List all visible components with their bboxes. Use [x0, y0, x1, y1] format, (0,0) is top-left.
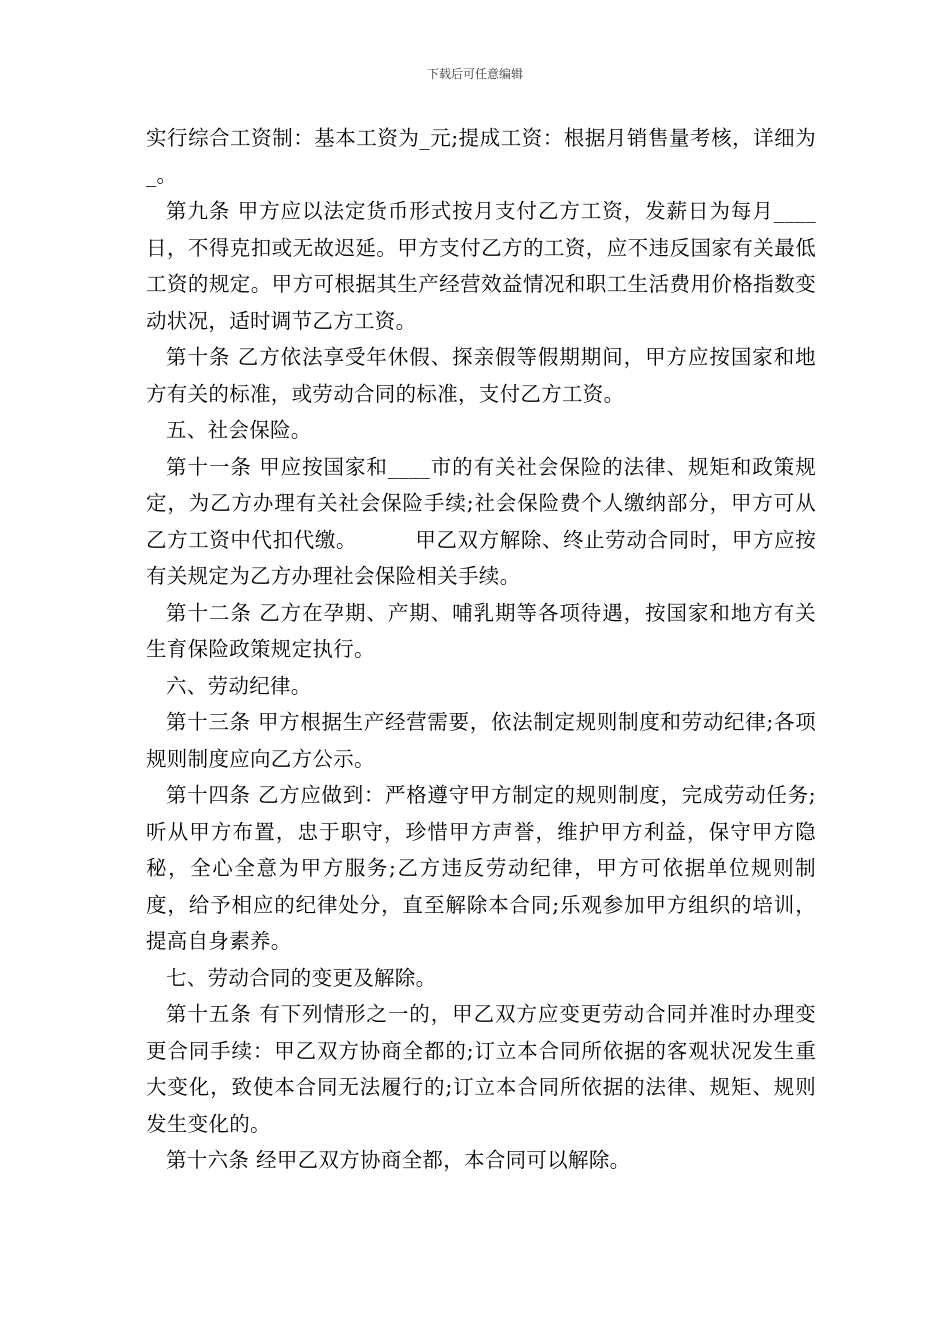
paragraph-text: 第十二条 乙方在孕期、产期、哺乳期等各项待遇，按国家和地方有关生育保险政策规定执行。 [146, 600, 816, 661]
paragraph-text: 第十四条 乙方应做到：严格遵守甲方制定的规则制度，完成劳动任务;听从甲方布置，忠于职守，珍惜甲方声誉，维护甲方利益，保守甲方隐秘，全心全意为甲方服务;乙方违反劳动纪律，甲方可依据单位规则制度，给予相应的纪律处分，直至解除本合同;乐观参加甲方组织的培训，提高自身素养。 [146, 783, 816, 953]
paragraph-text: 第十一条 甲应按国家和____市的有关社会保险的法律、规矩和政策规定，为乙方办理有关社会保险手续;社会保险费个人缴纳部分，甲方可从乙方工资中代扣代缴。 [146, 454, 816, 552]
page-header: 下载后可任意编辑 [426, 67, 523, 81]
section-heading-contract-change: 七、劳动合同的变更及解除。 [166, 965, 437, 990]
paragraph-article-9 [146, 193, 816, 339]
paragraph-article-10 [146, 339, 816, 412]
paragraph-article-16 [146, 1142, 816, 1179]
paragraph-article-14 [146, 777, 816, 960]
document-body [146, 120, 816, 1179]
paragraph-text: 第十三条 甲方根据生产经营需要，依法制定规则制度和劳动纪律;各项规则制度应向乙方公示。 [146, 710, 816, 771]
paragraph-text: 第十条 乙方依法享受年休假、探亲假等假期期间，甲方应按国家和地方有关的标准，或劳动合同的标准，支付乙方工资。 [146, 345, 816, 406]
paragraph-article-11 [146, 449, 816, 595]
paragraph-text: 第九条 甲方应以法定货币形式按月支付乙方工资，发薪日为每月____日，不得克扣或无故迟延。甲方支付乙方的工资，应不违反国家有关最低工资的规定。甲方可根据其生产经营效益情况和职工生活费用价格指数变动状况，适时调节乙方工资。 [146, 199, 816, 333]
paragraph-article-15 [146, 996, 816, 1142]
paragraph-text: 实行综合工资制：基本工资为_元;提成工资：根据月销售量考核，详细为_。 [146, 126, 816, 187]
paragraph-wage-system [146, 120, 816, 193]
paragraph-text: 第十五条 有下列情形之一的，甲乙双方应变更劳动合同并准时办理变更合同手续：甲乙双方协商全都的;订立本合同所依据的客观状况发生重大变化，致使本合同无法履行的;订立本合同所依据的法律、规矩、规则发生变化的。 [146, 1002, 816, 1136]
section-heading-labor-discipline: 六、劳动纪律。 [166, 673, 312, 698]
section-heading-social-insurance: 五、社会保险。 [166, 418, 312, 442]
paragraph-article-13 [146, 704, 816, 777]
paragraph-article-12 [146, 595, 816, 668]
paragraph-text: 第十六条 经甲乙双方协商全都，本合同可以解除。 [166, 1148, 631, 1172]
paragraph-text-tail: 甲乙双方解除、终止劳动合同时，甲方应按有关规定为乙方办理社会保险相关手续。 [146, 527, 817, 588]
